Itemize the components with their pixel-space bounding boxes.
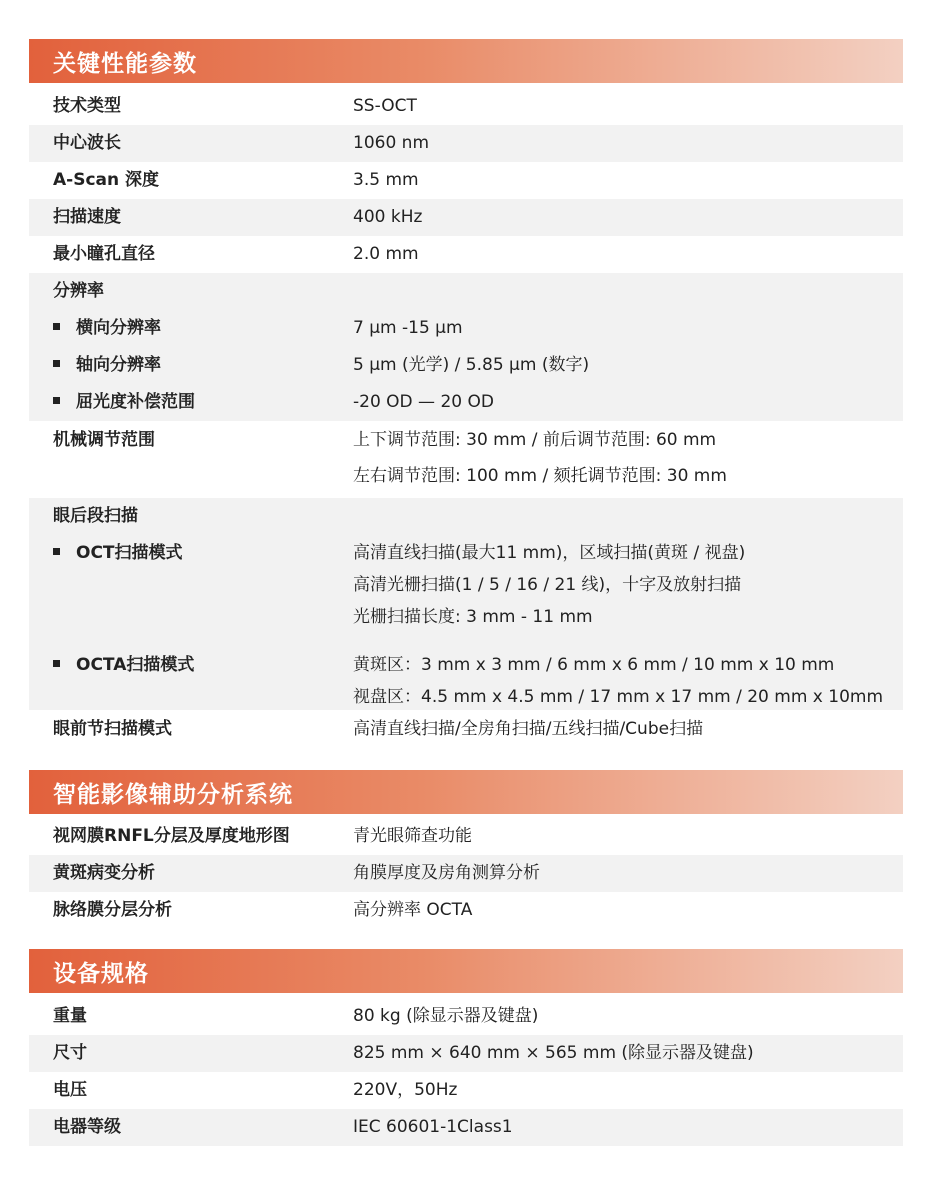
spec-value <box>353 424 727 492</box>
spec-row-diopter-range <box>29 384 903 421</box>
spec-row-electrical-class <box>29 1109 903 1146</box>
spec-row-technology-type <box>29 88 903 125</box>
section-header-key-parameters <box>29 39 903 83</box>
spec-value: 高分辨率 OCTA <box>353 900 473 920</box>
spec-row-mechanical-adjustment <box>29 422 903 498</box>
bullet-icon <box>53 323 60 330</box>
section-title: 关键性能参数 <box>53 50 197 77</box>
spec-value-line: 高清直线扫描(最大11 mm)，区域扫描(黄斑 / 视盘) <box>353 543 746 563</box>
spec-value: 青光眼筛查功能 <box>353 826 472 846</box>
spec-row-axial-resolution <box>29 347 903 384</box>
spec-value-line: 左右调节范围: 100 mm / 颏托调节范围: 30 mm <box>353 466 727 486</box>
spec-label: A-Scan 深度 <box>53 170 160 190</box>
spec-label: 分辨率 <box>53 281 104 301</box>
bullet-icon <box>53 360 60 367</box>
spec-value: 2.0 mm <box>353 244 419 264</box>
spec-row-anterior-scan-mode <box>29 711 903 748</box>
spec-value <box>353 537 745 633</box>
spec-value: SS-OCT <box>353 96 417 116</box>
spec-label: OCT扫描模式 <box>53 535 183 572</box>
spec-value: 80 kg (除显示器及键盘) <box>353 1006 539 1026</box>
spec-row-voltage <box>29 1072 903 1109</box>
spec-value: -20 OD — 20 OD <box>353 392 494 412</box>
spec-label: 眼后段扫描 <box>53 506 138 526</box>
spec-row-rnfl <box>29 818 903 855</box>
section-title: 设备规格 <box>53 960 149 987</box>
spec-label: 重量 <box>53 1006 87 1026</box>
spec-group-resolution <box>29 273 903 421</box>
spec-label: 轴向分辨率 <box>53 347 161 384</box>
spec-value: 825 mm × 640 mm × 565 mm (除显示器及键盘) <box>353 1043 754 1063</box>
spec-row-ascan-depth <box>29 162 903 199</box>
spec-value: 220V，50Hz <box>353 1080 458 1100</box>
spec-label: 黄斑病变分析 <box>53 863 155 883</box>
spec-row-dimensions <box>29 1035 903 1072</box>
spec-value: 7 µm -15 µm <box>353 318 463 338</box>
spec-row-center-wavelength <box>29 125 903 162</box>
spec-group-posterior-scan <box>29 498 903 710</box>
spec-row-resolution <box>29 273 903 310</box>
spec-row-choroid <box>29 892 903 929</box>
spec-label: 扫描速度 <box>53 207 121 227</box>
spec-label: 机械调节范围 <box>53 430 155 450</box>
spec-label: 横向分辨率 <box>53 310 161 347</box>
spec-label: 眼前节扫描模式 <box>53 719 172 739</box>
spec-label: 电器等级 <box>53 1117 121 1137</box>
spec-row-oct-scan-mode <box>29 535 903 635</box>
spec-row-min-pupil <box>29 236 903 273</box>
spec-value: 5 µm (光学) / 5.85 µm (数字) <box>353 355 590 375</box>
bullet-icon <box>53 660 60 667</box>
spec-value <box>353 649 883 713</box>
spec-label: 技术类型 <box>53 96 121 116</box>
spec-row-lateral-resolution <box>29 310 903 347</box>
spec-value: IEC 60601-1Class1 <box>353 1117 513 1137</box>
bullet-icon <box>53 397 60 404</box>
spec-value: 3.5 mm <box>353 170 419 190</box>
spec-label: 视网膜RNFL分层及厚度地形图 <box>53 826 290 846</box>
spec-label: 屈光度补偿范围 <box>53 384 195 421</box>
spec-label: 脉络膜分层分析 <box>53 900 172 920</box>
spec-label: 最小瞳孔直径 <box>53 244 155 264</box>
spec-row-posterior-scan <box>29 498 903 535</box>
spec-row-macular <box>29 855 903 892</box>
spec-value-line: 黄斑区：3 mm x 3 mm / 6 mm x 6 mm / 10 mm x 10 mm <box>353 655 835 675</box>
spec-value: 高清直线扫描/全房角扫描/五线扫描/Cube扫描 <box>353 719 704 739</box>
section-header-ai-analysis <box>29 770 903 814</box>
bullet-icon <box>53 548 60 555</box>
spec-label: 尺寸 <box>53 1043 87 1063</box>
spec-value: 400 kHz <box>353 207 423 227</box>
spec-row-octa-scan-mode <box>29 647 903 711</box>
spec-row-scan-speed <box>29 199 903 236</box>
spec-value-line: 高清光栅扫描(1 / 5 / 16 / 21 线)，十字及放射扫描 <box>353 575 742 595</box>
spec-label: 电压 <box>53 1080 87 1100</box>
spec-value: 角膜厚度及房角测算分析 <box>353 863 540 883</box>
section-header-specifications <box>29 949 903 993</box>
spec-label: OCTA扫描模式 <box>53 647 194 684</box>
spec-value-line: 上下调节范围: 30 mm / 前后调节范围: 60 mm <box>353 430 717 450</box>
section-title: 智能影像辅助分析系统 <box>53 781 293 808</box>
spec-label: 中心波长 <box>53 133 121 153</box>
spec-value-line: 光栅扫描长度: 3 mm - 11 mm <box>353 607 593 627</box>
spec-value-line: 视盘区：4.5 mm x 4.5 mm / 17 mm x 17 mm / 20 mm x 10mm <box>353 687 884 707</box>
spec-value: 1060 nm <box>353 133 430 153</box>
spec-row-weight <box>29 998 903 1035</box>
